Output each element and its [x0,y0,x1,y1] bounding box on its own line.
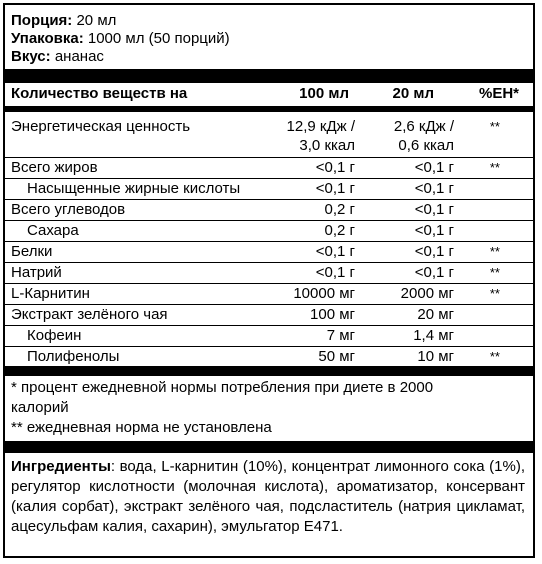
value-eh: ** [489,244,500,259]
nutrient-name: Кофеин [27,327,82,344]
value-20ml: <0,1 г [414,222,454,239]
table-row [5,221,533,242]
header-eh: %ЕН* [478,85,519,102]
table-row-energy [5,112,533,158]
table-row [5,326,533,347]
nutrient-name: Всего жиров [11,159,98,176]
flavor-label: Вкус: [11,48,51,65]
nutrient-name: Всего углеводов [11,201,126,218]
footnote-line2: калорий [11,399,69,416]
energy-20-kj: 2,6 кДж / [393,118,454,135]
ingredients-label: Ингредиенты [11,458,111,475]
nutrient-name: Насыщенные жирные кислоты [27,180,241,197]
portion-line [11,12,116,30]
table-row [5,158,533,179]
nutrient-name: Экстракт зелёного чая [11,306,168,323]
table-row [5,284,533,305]
value-20ml: <0,1 г [414,243,454,260]
value-20ml: <0,1 г [414,180,454,197]
value-100ml: 0,2 г [324,201,355,218]
value-100ml: <0,1 г [315,159,355,176]
portion-label: Порция: [11,12,73,29]
package-value: 1000 мл (50 порций) [83,30,230,47]
value-20ml: <0,1 г [414,159,454,176]
value-20ml: 1,4 мг [413,327,454,344]
nutrient-name: Сахара [27,222,79,239]
nutrient-name: Белки [11,243,53,260]
table-row [5,347,533,368]
footnote-not-set: ** ежедневная норма не установлена [11,419,272,436]
energy-eh: ** [489,119,500,134]
portion-value: 20 мл [72,12,117,29]
ingredients-text: : вода, L-карнитин (10%), концентрат лимонного сока (1%), регулятор кислотности (молочная кислота), ароматизатор, консервант (калия сорбат), экстракт зелёного чая, подсластитель (натрия цикламат, ацесульфам калия, сахарин), эмульгатор E471. [11,458,525,535]
value-eh: ** [489,286,500,301]
value-20ml: 20 мг [417,306,454,323]
value-20ml: <0,1 г [414,201,454,218]
value-100ml: <0,1 г [315,264,355,281]
value-100ml: <0,1 г [315,243,355,260]
header-amount: Количество веществ на [11,85,188,102]
table-row [5,200,533,221]
footnote-line1: * процент ежедневной нормы потребления при диете в 2000 [11,379,434,396]
table-row [5,242,533,263]
table-row [5,305,533,326]
bottom-divider [5,366,533,376]
header-100ml: 100 мл [299,85,349,102]
energy-20-kcal: 0,6 ккал [398,137,454,154]
nutrient-name: Полифенолы [27,348,120,365]
value-20ml: <0,1 г [414,264,454,281]
ingredients-divider [5,441,533,453]
flavor-value: ананас [50,48,104,65]
header-20ml: 20 мл [392,85,434,102]
package-label: Упаковка: [11,30,84,47]
value-100ml: 100 мг [310,306,355,323]
value-eh: ** [489,349,500,364]
value-eh: ** [489,265,500,280]
nutrition-label [3,3,535,558]
flavor-line [11,48,104,66]
value-100ml: 7 мг [326,327,355,344]
value-eh: ** [489,160,500,175]
nutrient-name: L-Карнитин [11,285,90,302]
value-100ml: 10000 мг [293,285,355,302]
table-row [5,179,533,200]
value-100ml: 50 мг [318,348,355,365]
value-20ml: 10 мг [417,348,454,365]
ingredients-block [11,457,525,537]
energy-name: Энергетическая ценность [11,118,191,135]
value-20ml: 2000 мг [400,285,454,302]
footnote-percent [11,378,527,418]
table-row [5,263,533,284]
energy-100-kj: 12,9 кДж / [286,118,355,135]
value-100ml: <0,1 г [315,180,355,197]
nutrient-name: Натрий [11,264,62,281]
table-header [5,85,533,107]
package-line [11,30,230,48]
energy-100-kcal: 3,0 ккал [299,137,355,154]
value-100ml: 0,2 г [324,222,355,239]
top-divider [5,69,533,83]
